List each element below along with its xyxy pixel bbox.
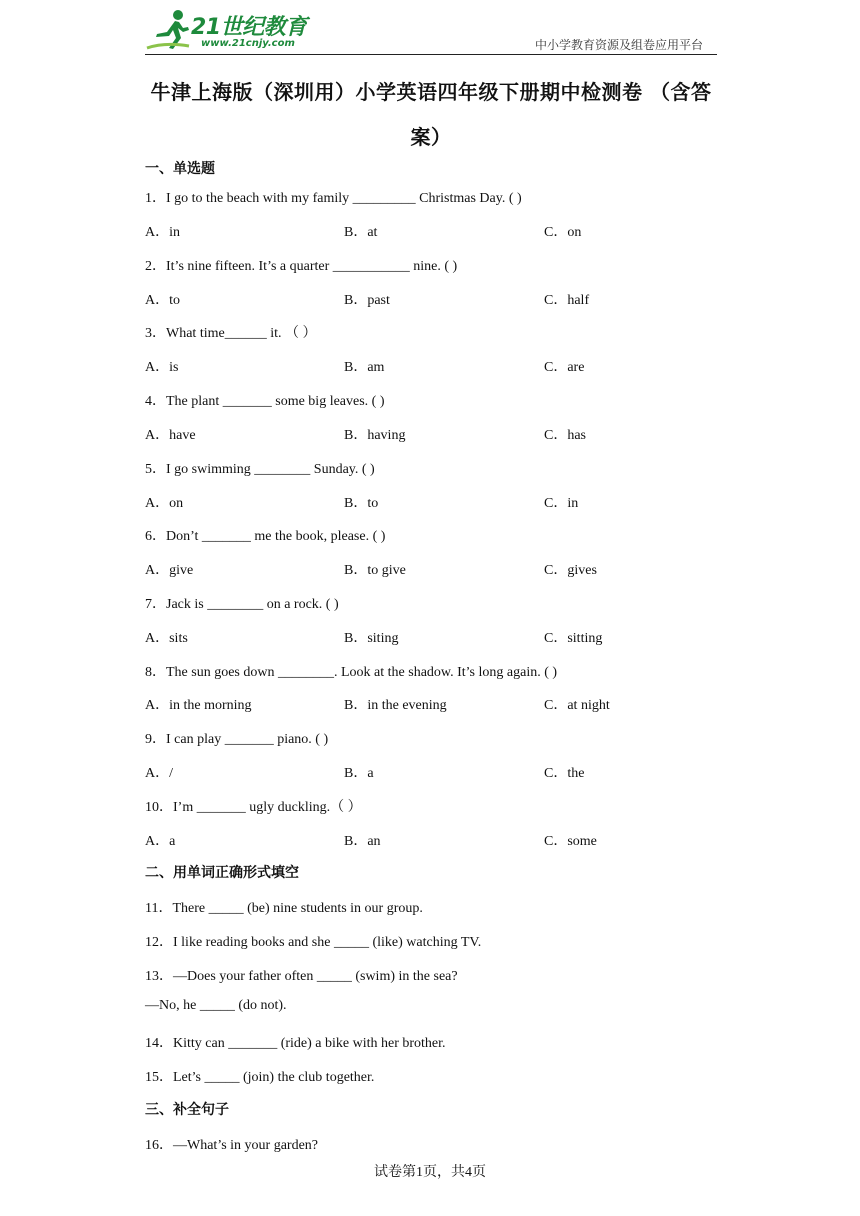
section-heading: 三、补全句子 <box>145 1102 229 1118</box>
option-c: C．are <box>544 360 585 375</box>
option-b: B．in the evening <box>344 698 447 713</box>
page-title: 牛津上海版（深圳用）小学英语四年级下册期中检测卷 （含答案） <box>150 80 712 149</box>
question-text: 3．What time______ it. （ ） <box>145 326 317 341</box>
option-b: B．a <box>344 766 374 781</box>
logo-url: www.21cnjy.com <box>201 38 295 49</box>
option-a: A．give <box>145 563 194 578</box>
option-b: B．to <box>344 496 379 511</box>
option-c: C．half <box>544 293 590 308</box>
option-b: B．having <box>344 428 406 443</box>
option-c: C．at night <box>544 698 610 713</box>
header-divider <box>145 54 717 55</box>
option-c: C．has <box>544 428 586 443</box>
option-b: B．at <box>344 225 378 240</box>
option-c: C．in <box>544 496 579 511</box>
question-text: 1．I go to the beach with my family _________ Christmas Day. ( ) <box>145 191 522 206</box>
option-c: C．the <box>544 766 585 781</box>
question-text: 15．Let’s _____ (join) the club together. <box>145 1070 375 1085</box>
question-text: 13．—Does your father often _____ (swim) in the sea? <box>145 969 458 984</box>
option-b: B．an <box>344 834 381 849</box>
option-a: A．on <box>145 496 184 511</box>
section-heading: 二、用单词正确形式填空 <box>145 865 299 881</box>
option-a: A．in <box>145 225 180 240</box>
option-c: C．sitting <box>544 631 603 646</box>
page-header <box>145 6 717 56</box>
site-tagline: 中小学教育资源及组卷应用平台 <box>534 38 703 52</box>
option-a: A．a <box>145 834 176 849</box>
section-heading: 一、单选题 <box>145 161 215 177</box>
question-text: 8．The sun goes down ________. Look at the shadow. It’s long again. ( ) <box>145 665 558 680</box>
option-a: A．is <box>145 360 179 375</box>
question-text: 16．—What’s in your garden? <box>145 1138 319 1153</box>
option-b: B．past <box>344 293 390 308</box>
option-c: C．on <box>544 225 582 240</box>
question-text: 6．Don’t _______ me the book, please. ( ) <box>145 529 386 544</box>
question-text: 2．It’s nine fifteen. It’s a quarter ___________ nine. ( ) <box>145 259 458 274</box>
question-text: 4．The plant _______ some big leaves. ( ) <box>145 394 385 409</box>
page-footer: 试卷第1页，共4页 <box>374 1165 486 1180</box>
logo-text: 21世纪教育 <box>191 15 307 40</box>
question-text: —No, he _____ (do not). <box>145 998 287 1013</box>
question-text: 14．Kitty can _______ (ride) a bike with her brother. <box>145 1036 446 1051</box>
option-b: B．to give <box>344 563 406 578</box>
question-text: 7．Jack is ________ on a rock. ( ) <box>145 597 339 612</box>
option-c: C．gives <box>544 563 597 578</box>
site-logo <box>145 8 320 52</box>
question-text: 5．I go swimming ________ Sunday. ( ) <box>145 462 375 477</box>
runner-icon <box>145 8 193 52</box>
option-a: A．/ <box>145 766 173 781</box>
question-text: 11．There _____ (be) nine students in our group. <box>145 901 423 916</box>
option-b: B．am <box>344 360 385 375</box>
option-a: A．have <box>145 428 196 443</box>
option-a: A．to <box>145 293 180 308</box>
option-a: A．in the morning <box>145 698 252 713</box>
question-text: 10．I’m _______ ugly duckling.（ ） <box>145 800 362 815</box>
option-c: C．some <box>544 834 597 849</box>
option-a: A．sits <box>145 631 188 646</box>
question-text: 12．I like reading books and she _____ (like) watching TV. <box>145 935 482 950</box>
question-text: 9．I can play _______ piano. ( ) <box>145 732 329 747</box>
option-b: B．siting <box>344 631 399 646</box>
